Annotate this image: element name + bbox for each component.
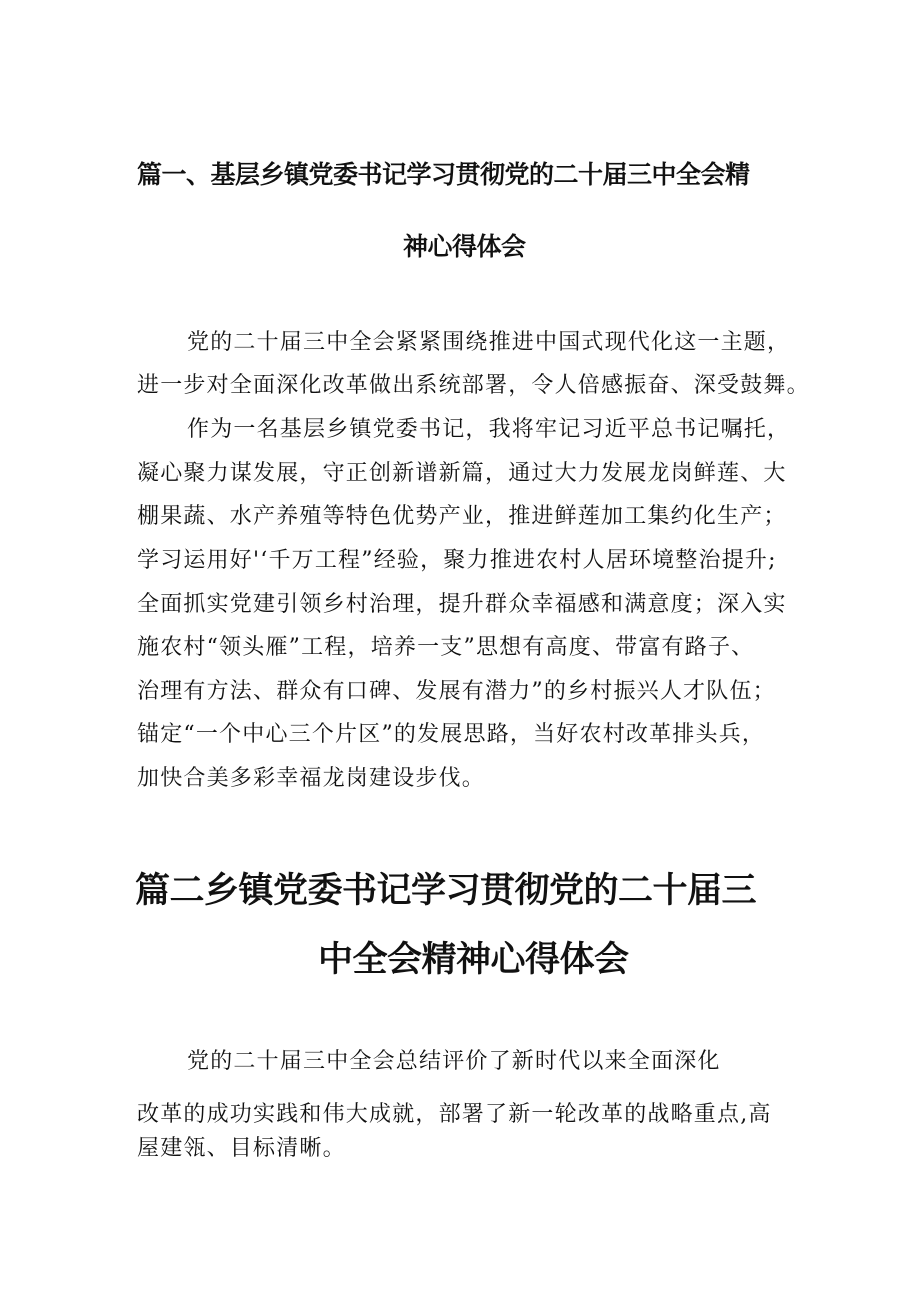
section1-p1-line1: 党的二十届三中全会紧紧围绕推进中国式现代化这一主题，: [187, 330, 791, 355]
section1-p2-line7: 治理有方法、群众有口碑、发展有潜力”的乡村振兴人才队伍；: [137, 679, 776, 704]
section1-p2-line1: 作为一名基层乡镇党委书记，我将牢记习近平总书记嘱托，: [187, 417, 791, 442]
section1-p2-line6: 施农村“领头雁”工程，培养一支”思想有高度、带富有路子、: [137, 635, 755, 660]
section2-title-line2: 中全会精神心得体会: [318, 940, 629, 980]
section1-title-line1: 篇一、基层乡镇党委书记学习贯彻党的二十届三中全会精: [137, 160, 750, 189]
section1-p2-line9: 加快合美多彩幸福龙岗建设步伐。: [137, 766, 486, 791]
section2-p1-line2: 改革的成功实践和伟大成就，部署了新一轮改革的战略重点,高: [137, 1102, 772, 1127]
section2-title-line1: 篇二乡镇党委书记学习贯彻党的二十届三: [135, 871, 757, 911]
section1-p2-line3: 棚果蔬、水产养殖等特色优势产业，推进鲜莲加工集约化生产；: [137, 504, 787, 529]
section1-title-line2: 神心得体会: [403, 232, 526, 261]
section1-p2-line5: 全面抓实党建引领乡村治理，提升群众幸福感和满意度；深入实: [137, 592, 787, 617]
section1-p2-line8: 锚定“一个中心三个片区”的发展思路，当好农村改革排头兵，: [137, 722, 766, 747]
section1-p2-line4: 学习运用好'‘千万工程”经验，聚力推进农村人居环境整治提升;: [137, 548, 777, 573]
section1-p2-line2: 凝心聚力谋发展，守正创新谱新篇，通过大力发展龙岗鲜莲、大: [137, 461, 787, 486]
section1-p1-line2: 进一步对全面深化改革做出系统部署，令人倍感振奋、深受鼓舞。: [137, 373, 810, 398]
section2-p1-line3: 屋建瓴、目标清晰。: [137, 1136, 346, 1161]
section2-p1-line1: 党的二十届三中全会总结评价了新时代以来全面深化: [187, 1049, 721, 1074]
